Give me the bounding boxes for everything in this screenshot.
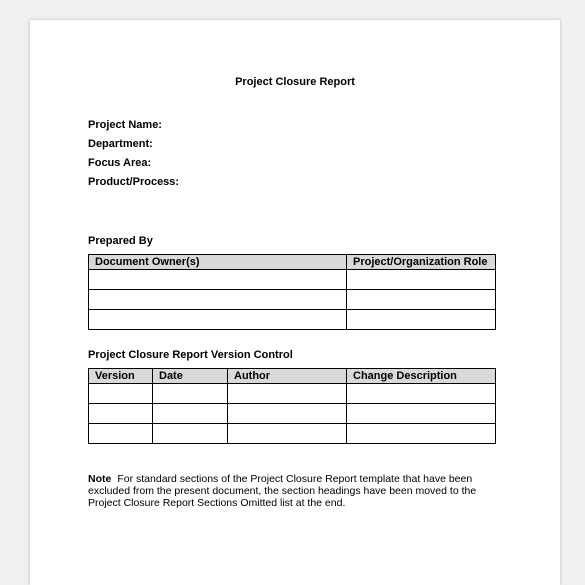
table-cell[interactable] — [347, 290, 496, 310]
table-cell[interactable] — [347, 404, 496, 424]
note-label: Note — [88, 473, 112, 485]
table-cell[interactable] — [228, 404, 347, 424]
column-header: Version — [89, 369, 153, 384]
table-cell[interactable] — [89, 290, 347, 310]
column-header: Project/Organization Role — [347, 255, 496, 270]
page-title: Project Closure Report — [235, 76, 355, 88]
table-row — [89, 404, 496, 424]
column-header: Author — [228, 369, 347, 384]
table-row — [89, 424, 496, 444]
table-row — [89, 310, 496, 330]
table-cell[interactable] — [347, 270, 496, 290]
table-header-row — [89, 255, 496, 270]
note-paragraph — [88, 473, 498, 509]
prepared-by-table — [88, 254, 496, 330]
table-row — [89, 384, 496, 404]
field-project-name: Project Name: — [88, 119, 162, 131]
project-fields — [88, 116, 179, 192]
table-cell[interactable] — [347, 310, 496, 330]
table-cell[interactable] — [347, 424, 496, 444]
table-cell[interactable] — [153, 384, 228, 404]
table-header-row — [89, 369, 496, 384]
field-product-process: Product/Process: — [88, 176, 180, 188]
table-cell[interactable] — [347, 384, 496, 404]
table-cell[interactable] — [89, 310, 347, 330]
table-cell[interactable] — [89, 404, 153, 424]
column-header: Change Description — [347, 369, 496, 384]
table-cell[interactable] — [89, 270, 347, 290]
table-cell[interactable] — [228, 424, 347, 444]
field-department: Department: — [88, 138, 153, 150]
table-row — [89, 290, 496, 310]
prepared-by-heading: Prepared By — [88, 235, 153, 247]
column-header: Date — [153, 369, 228, 384]
version-control-heading: Project Closure Report Version Control — [88, 349, 293, 361]
table-cell[interactable] — [228, 384, 347, 404]
table-cell[interactable] — [89, 384, 153, 404]
note-text: For standard sections of the Project Closure Report template that have been excluded from the present document, the section headings have been moved to the Project Closure Report Sections Omitted list at the end. — [88, 473, 477, 509]
document-page — [30, 20, 560, 585]
table-cell[interactable] — [153, 404, 228, 424]
table-cell[interactable] — [89, 424, 153, 444]
table-row — [89, 270, 496, 290]
field-focus-area: Focus Area: — [88, 157, 152, 169]
version-control-table — [88, 368, 496, 444]
table-cell[interactable] — [153, 424, 228, 444]
column-header: Document Owner(s) — [89, 255, 347, 270]
